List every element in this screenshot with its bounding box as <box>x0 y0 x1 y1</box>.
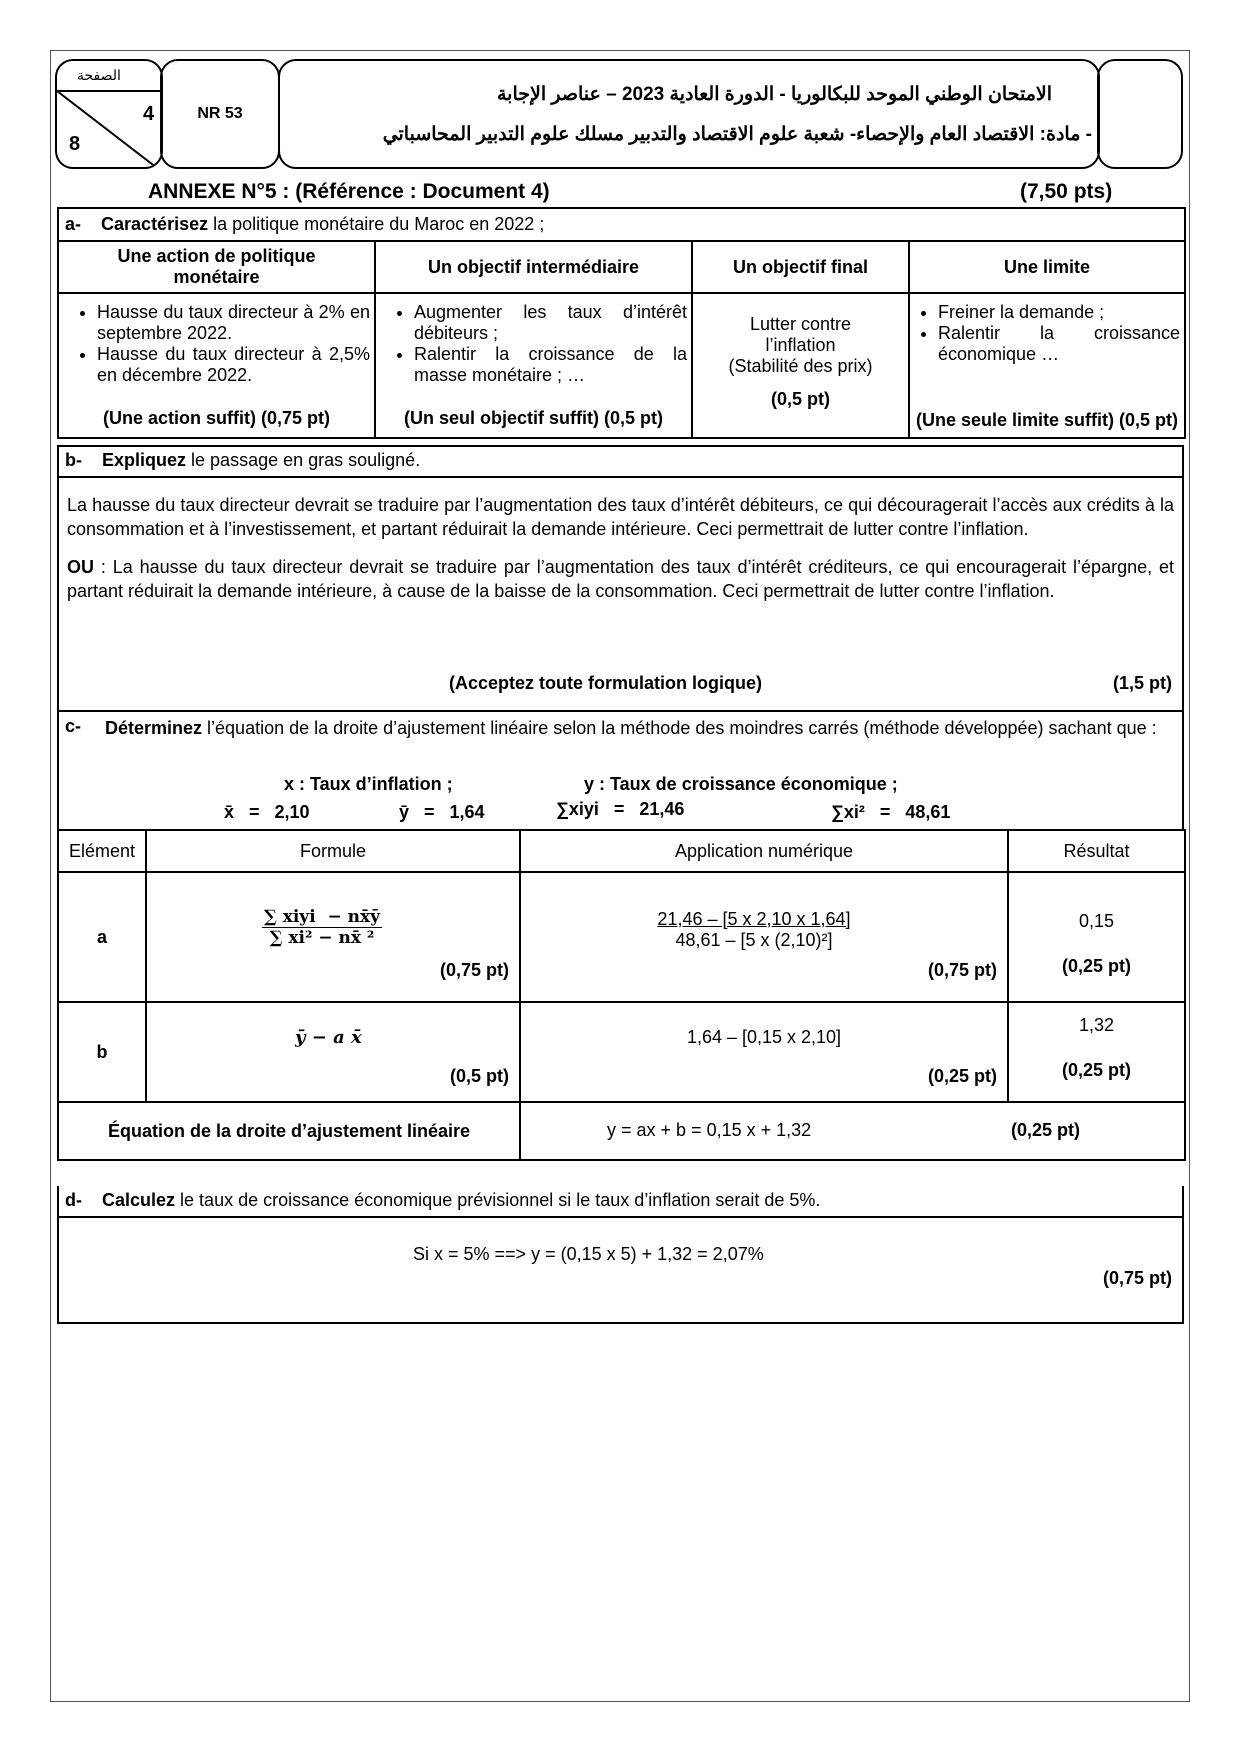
question-c <box>105 716 1174 740</box>
answer-b-ou: OU <box>67 557 94 577</box>
answer-b-para2-text: : La hausse du taux directeur devrait se traduire par l’augmentation des taux d’intérêt créditeurs, ce qui encouragerait l’épargne, et partant réduirait la demande intérieure, à cause de la baisse de la consommation. Ceci permettrait de lutter contre l’inflation. <box>67 557 1174 601</box>
question-c-num: c- <box>65 716 82 736</box>
action-note: (Une action suffit) (0,75 pt) <box>102 408 330 428</box>
row-a-formula <box>146 872 520 1002</box>
th-formule: Formule <box>146 830 520 872</box>
a-formula-den: ∑ xi² − nx̄ ² <box>269 928 375 948</box>
annex-title: ANNEXE N°5 : (Référence : Document 4) <box>148 180 550 203</box>
page-label: الصفحة <box>77 67 121 83</box>
a-app-points: (0,75 pt) <box>927 960 997 980</box>
exam-title: الامتحان الوطني الموحد للبكالوريا - الدورة العادية 2023 – عناصر الإجابة <box>496 84 1052 105</box>
answer-b-accept: (Acceptez toute formulation logique) <box>449 673 762 693</box>
row-a-label: a <box>58 872 146 1002</box>
part-b-box <box>57 445 1184 712</box>
a-app-fraction <box>639 909 869 951</box>
part-a-table <box>57 207 1186 439</box>
question-b-num: b- <box>65 450 82 470</box>
col-action <box>58 293 375 438</box>
col-objectif-intermediaire <box>375 293 692 438</box>
question-b <box>59 447 1182 478</box>
b-app-points: (0,25 pt) <box>927 1066 997 1086</box>
answer-b-para1: La hausse du taux directeur devrait se traduire par l’augmentation des taux d’intérêt débiteurs, ce qui découragerait l’accès aux crédits à la consommation et à l’investissement, et partant réduirait la demande intérieure. Ceci permettrait de lutter contre l’inflation. <box>67 495 1174 539</box>
question-d-num: d- <box>65 1190 82 1210</box>
x-definition: x : Taux d’inflation ; <box>284 774 453 794</box>
question-d <box>59 1186 1182 1218</box>
answer-d-points: (0,75 pt) <box>1102 1268 1172 1288</box>
b-result-points: (0,25 pt) <box>1061 1060 1131 1080</box>
question-c-verb: Déterminez <box>105 718 203 738</box>
question-b-text: le passage en gras souligné. <box>186 450 421 470</box>
col-objectif-final <box>692 293 909 438</box>
x-mean: x̄ = 2,10 <box>224 802 310 822</box>
sum-x2: ∑xi² = 48,61 <box>831 802 951 822</box>
question-a <box>58 208 1185 241</box>
part-c-box <box>57 710 1184 831</box>
row-b-formula <box>146 1002 520 1102</box>
blank-box <box>1097 59 1183 169</box>
b-formula-points: (0,5 pt) <box>449 1066 509 1086</box>
a-result-points: (0,25 pt) <box>1061 956 1131 976</box>
limite-item: • Freiner la demande ; <box>938 302 1180 323</box>
ref-box <box>160 59 280 169</box>
question-a-verb: Caractérisez <box>101 214 209 234</box>
row-a-result <box>1008 872 1185 1002</box>
page-number-box <box>55 59 163 169</box>
header-objectif-intermediaire: Un objectif intermédiaire <box>375 241 692 293</box>
objectif-final-line: l’inflation <box>765 335 836 355</box>
objectif-note: (Un seul objectif suffit) (0,5 pt) <box>404 408 663 428</box>
objectif-final-line: (Stabilité des prix) <box>728 356 873 376</box>
sum-xy: ∑xiyi = 21,46 <box>556 799 685 819</box>
y-mean: ȳ = 1,64 <box>399 802 485 822</box>
title-box <box>278 59 1100 169</box>
col-limite <box>909 293 1185 438</box>
objectif-final-note: (0,5 pt) <box>770 389 830 409</box>
answer-d-calc: Si x = 5% ==> y = (0,15 x 5) + 1,32 = 2,07% <box>413 1244 764 1264</box>
a-formula-num: ∑ xiyi − nx̄ȳ <box>264 907 381 927</box>
b-app: 1,64 – [0,15 x 2,10] <box>686 1027 842 1047</box>
a-app-num: 21,46 – [5 x 2,10 x 1,64] <box>657 909 851 929</box>
part-c-table <box>57 829 1186 1161</box>
row-b-application <box>520 1002 1008 1102</box>
action-item: • Hausse du taux directeur à 2% en septembre 2022. <box>97 302 370 344</box>
limite-item: • Ralentir la croissance économique … <box>938 323 1180 365</box>
question-c-text: l’équation de la droite d’ajustement linéaire selon la méthode des moindres carrés (méthode développée) sachant que : <box>202 718 1157 738</box>
question-d-text: le taux de croissance économique prévisionnel si le taux d’inflation serait de 5%. <box>175 1190 821 1210</box>
b-result: 1,32 <box>1078 1015 1115 1035</box>
row-b-label: b <box>58 1002 146 1102</box>
equation-cell <box>520 1102 1185 1160</box>
a-result: 0,15 <box>1078 911 1115 931</box>
equation-label: Équation de la droite d’ajustement linéaire <box>58 1102 520 1160</box>
row-b-result <box>1008 1002 1185 1102</box>
question-a-num: a- <box>65 214 82 234</box>
question-b-verb: Expliquez <box>102 450 187 470</box>
question-a-text: la politique monétaire du Maroc en 2022 ; <box>208 214 545 234</box>
header-limite: Une limite <box>909 241 1185 293</box>
th-resultat: Résultat <box>1008 830 1185 872</box>
a-formula-fraction <box>262 907 382 948</box>
a-app-den: 48,61 – [5 x (2,10)²] <box>675 930 833 950</box>
page-total: 8 <box>69 133 81 155</box>
y-definition: y : Taux de croissance économique ; <box>584 774 898 794</box>
th-element: Elément <box>58 830 146 872</box>
equation-value: y = ax + b = 0,15 x + 1,32 <box>607 1120 812 1140</box>
question-d-verb: Calculez <box>102 1190 176 1210</box>
objectif-final-line: Lutter contre <box>749 314 852 334</box>
page-current: 4 <box>143 103 155 125</box>
b-formula: ȳ − a x̄ <box>295 1027 362 1048</box>
equation-points: (0,25 pt) <box>1011 1120 1081 1140</box>
ref-code: NR 53 <box>197 105 243 122</box>
limite-note: (Une seule limite suffit) (0,5 pt) <box>915 410 1179 430</box>
th-application: Application numérique <box>520 830 1008 872</box>
header-objectif-final: Un objectif final <box>692 241 909 293</box>
objectif-item: • Ralentir la croissance de la masse monétaire ; … <box>414 344 687 386</box>
annex-points: (7,50 pts) <box>1020 180 1113 203</box>
answer-b-para2 <box>59 555 1182 603</box>
objectif-item: • Augmenter les taux d’intérêt débiteurs ; <box>414 302 687 344</box>
answer-b-points: (1,5 pt) <box>1112 673 1172 693</box>
exam-subject: - مادة: الاقتصاد العام والإحصاء- شعبة علوم الاقتصاد والتدبير مسلك علوم التدبير المحاسباتي <box>382 124 1092 145</box>
a-formula-points: (0,75 pt) <box>439 960 509 980</box>
header-action: Une action de politique monétaire <box>58 241 375 293</box>
action-item: • Hausse du taux directeur à 2,5% en décembre 2022. <box>97 344 370 386</box>
row-a-application <box>520 872 1008 1002</box>
part-d-box <box>57 1186 1184 1324</box>
